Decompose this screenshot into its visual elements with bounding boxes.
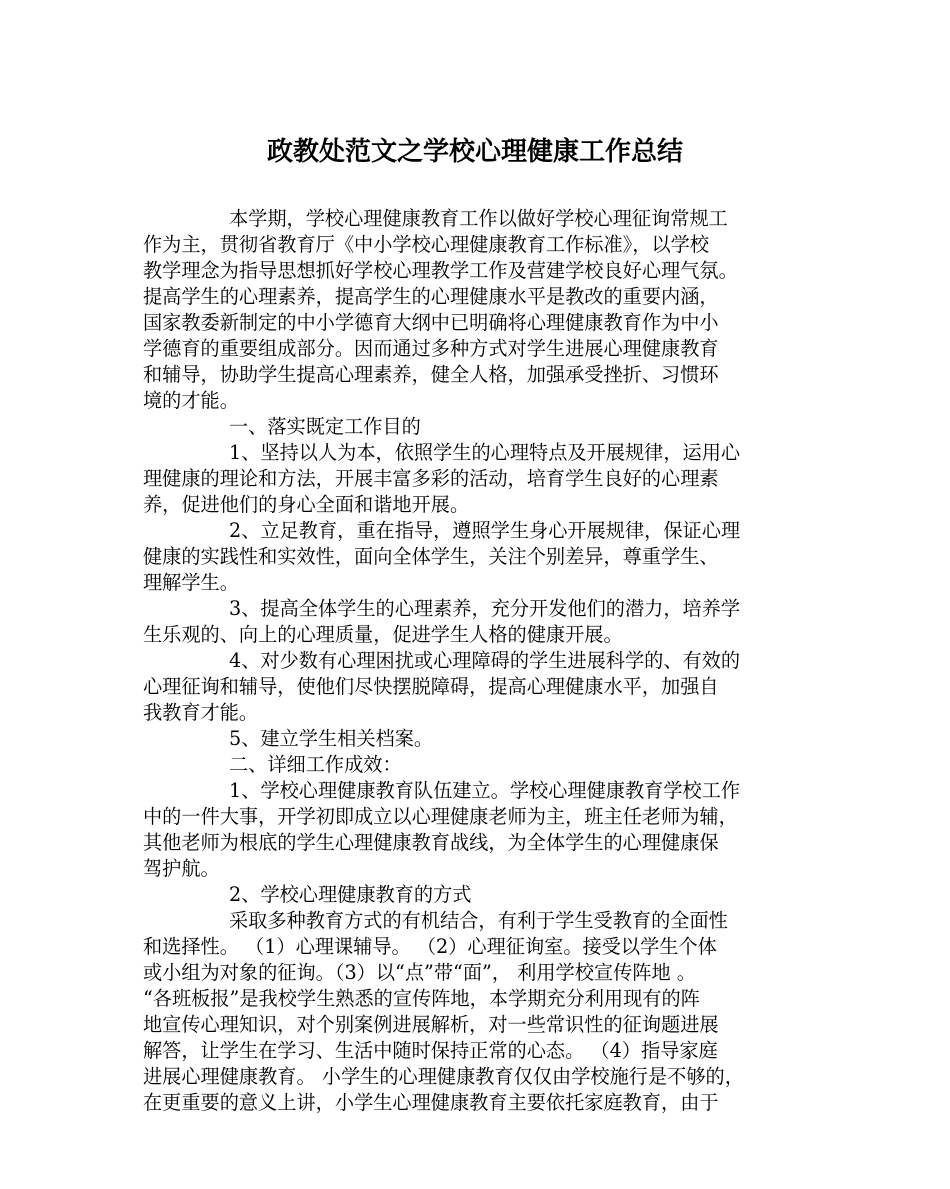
- text-line: 我教育才能。: [143, 701, 259, 724]
- text-line: 心理征询和辅导，使他们尽快摆脱障碍，提高心理健康水平，加强自: [143, 675, 719, 698]
- document-body: [143, 206, 823, 1116]
- text-line: 4、对少数有心理困扰或心理障碍的学生进展科学的、有效的: [229, 649, 741, 672]
- text-line: 二、详细工作成效：: [229, 753, 402, 776]
- text-line: 进展心理健康教育。 小学生的心理健康教育仅仅由学校施行是不够的，: [143, 1065, 744, 1088]
- text-line: 地宣传心理知识，对个别案例进展解析，对一些常识性的征询题进展: [143, 1013, 719, 1036]
- document-title: 政教处范文之学校心理健康工作总结: [266, 137, 683, 167]
- text-line: 养，促进他们的身心全面和谐地开展。: [143, 493, 470, 516]
- text-line: 理健康的理论和方法，开展丰富多彩的活动，培育学生良好的心理素: [143, 467, 719, 490]
- text-line: 其他老师为根底的学生心理健康教育战线，为全体学生的心理健康保: [143, 831, 719, 854]
- text-line: 本学期，学校心理健康教育工作以做好学校心理征询常规工: [229, 207, 728, 230]
- text-line: 教学理念为指导思想抓好学校心理教学工作及营建学校良好心理气氛。: [143, 259, 738, 282]
- text-line: 驾护航。: [143, 857, 220, 880]
- text-line: 1、学校心理健康教育队伍建立。学校心理健康教育学校工作: [229, 779, 741, 802]
- text-line: “各班板报”是我校学生熟悉的宣传阵地，本学期充分利用现有的阵: [143, 987, 700, 1010]
- text-line: 解答，让学生在学习、生活中随时保持正常的心态。 （4）指导家庭: [143, 1039, 718, 1062]
- text-line: 在更重要的意义上讲，小学生心理健康教育主要依托家庭教育，由于: [143, 1091, 719, 1114]
- text-line: 5、建立学生相关档案。: [229, 727, 434, 750]
- text-line: 3、提高全体学生的心理素养，充分开发他们的潜力，培养学: [229, 597, 741, 620]
- text-line: 1、坚持以人为本，依照学生的心理特点及开展规律，运用心: [229, 441, 741, 464]
- text-line: 采取多种教育方式的有机结合，有利于学生受教育的全面性: [229, 909, 728, 932]
- text-line: 中的一件大事，开学初即成立以心理健康老师为主，班主任老师为辅，: [143, 805, 738, 828]
- text-line: 2、学校心理健康教育的方式: [229, 883, 472, 906]
- text-line: 一、落实既定工作目的: [229, 415, 421, 438]
- text-line: 理解学生。: [143, 571, 239, 594]
- text-line: 生乐观的、向上的心理质量，促进学生人格的健康开展。: [143, 623, 623, 646]
- text-line: 提高学生的心理素养，提高学生的心理健康水平是教改的重要内涵，: [143, 285, 719, 308]
- text-line: 2、立足教育，重在指导，遵照学生身心开展规律，保证心理: [229, 519, 741, 542]
- text-line: 健康的实践性和实效性，面向全体学生，关注个别差异，尊重学生、: [143, 545, 719, 568]
- text-line: 作为主，贯彻省教育厅《中小学校心理健康教育工作标准》，以学校: [143, 233, 710, 256]
- text-line: 国家教委新制定的中小学德育大纲中已明确将心理健康教育作为中小: [143, 311, 719, 334]
- text-line: 和选择性。 （1）心理课辅导。 （2）心理征询室。接受以学生个体: [143, 935, 717, 958]
- text-line: 境的才能。: [143, 389, 239, 412]
- text-line: 和辅导，协助学生提高心理素养，健全人格，加强承受挫折、习惯环: [143, 363, 719, 386]
- text-line: 学德育的重要组成部分。因而通过多种方式对学生进展心理健康教育: [143, 337, 719, 360]
- text-line: 或小组为对象的征询。（3）以“点”带“面”， 利用学校宣传阵地 。: [143, 961, 696, 984]
